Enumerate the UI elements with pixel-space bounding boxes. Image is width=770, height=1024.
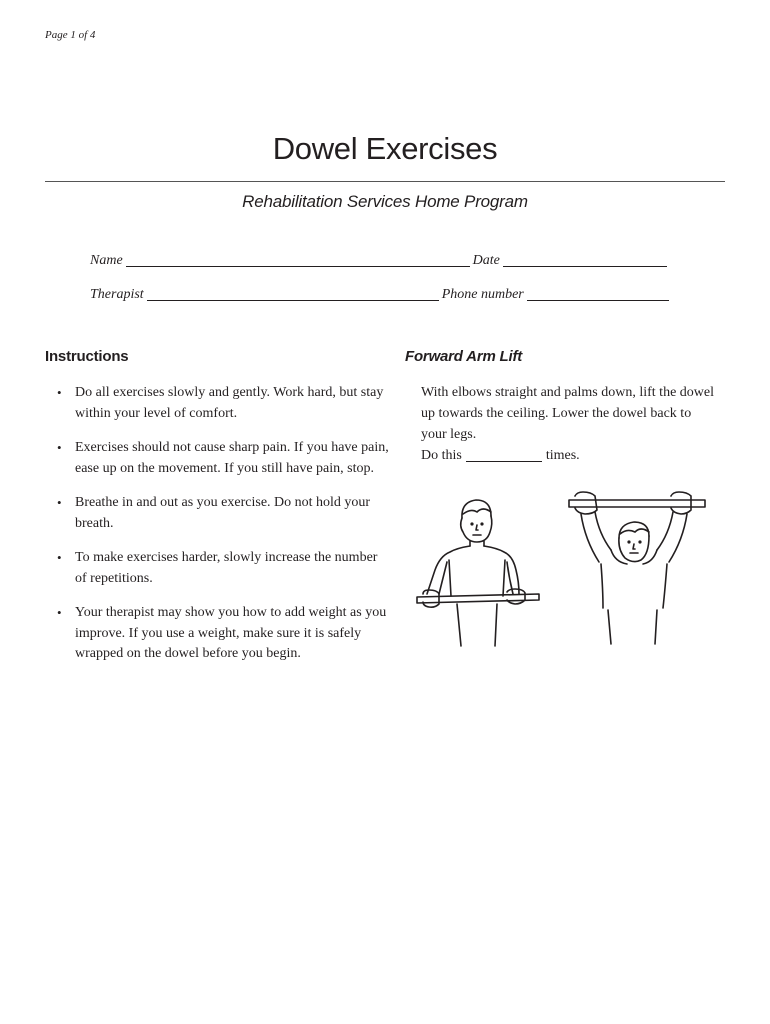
bullet-icon: • <box>57 605 62 620</box>
therapist-field[interactable] <box>147 287 439 301</box>
instruction-text: To make exercises harder, slowly increase the number of repetitions. <box>75 550 378 586</box>
document-title: Dowel Exercises <box>272 131 498 166</box>
list-item <box>45 438 390 479</box>
instruction-text: Do all exercises slowly and gently. Work hard, but stay within your level of comfort. <box>75 385 384 421</box>
bullet-icon: • <box>57 495 62 510</box>
document-subtitle: Rehabilitation Services Home Program <box>242 192 528 211</box>
instruction-text: Exercises should not cause sharp pain. If you have pain, ease up on the movement. If you still have pain, stop. <box>75 440 389 476</box>
bullet-icon: • <box>57 550 62 565</box>
instructions-section <box>45 348 389 679</box>
list-item <box>45 383 390 424</box>
reps-line <box>421 445 716 466</box>
title-divider <box>45 181 725 182</box>
date-field[interactable] <box>503 253 667 267</box>
name-label: Name <box>90 253 123 268</box>
list-item <box>45 493 390 534</box>
instructions-list <box>45 383 389 665</box>
instructions-heading: Instructions <box>45 348 129 365</box>
reps-suffix: times. <box>545 448 580 463</box>
instruction-text: Your therapist may show you how to add weight as you improve. If you use a weight, make sure it is safely wrapped on the dowel before you begin. <box>75 605 387 661</box>
name-date-row <box>90 253 670 269</box>
list-item <box>45 603 390 665</box>
instruction-text: Breathe in and out as you exercise. Do not hold your breath. <box>75 495 371 531</box>
bullet-icon: • <box>57 440 62 455</box>
exercise-description-block <box>405 382 716 466</box>
reps-prefix: Do this <box>421 448 462 463</box>
figure-start-position-icon <box>417 500 539 646</box>
therapist-phone-row <box>90 287 672 303</box>
forward-arm-lift-illustration <box>405 490 725 655</box>
phone-field[interactable] <box>527 287 669 301</box>
reps-field[interactable] <box>466 448 542 462</box>
page-number: Page 1 of 4 <box>45 29 96 41</box>
date-label: Date <box>472 253 500 268</box>
exercise-section <box>405 348 725 466</box>
exercise-description: With elbows straight and palms down, lift the dowel up towards the ceiling. Lower the dowel back to your legs. <box>421 385 715 442</box>
list-item <box>45 548 390 589</box>
therapist-label: Therapist <box>90 287 144 302</box>
figure-raised-position-icon <box>569 492 705 644</box>
bullet-icon: • <box>57 385 62 400</box>
phone-label: Phone number <box>441 287 524 302</box>
name-field[interactable] <box>126 253 470 267</box>
exercise-heading: Forward Arm Lift <box>405 348 523 365</box>
